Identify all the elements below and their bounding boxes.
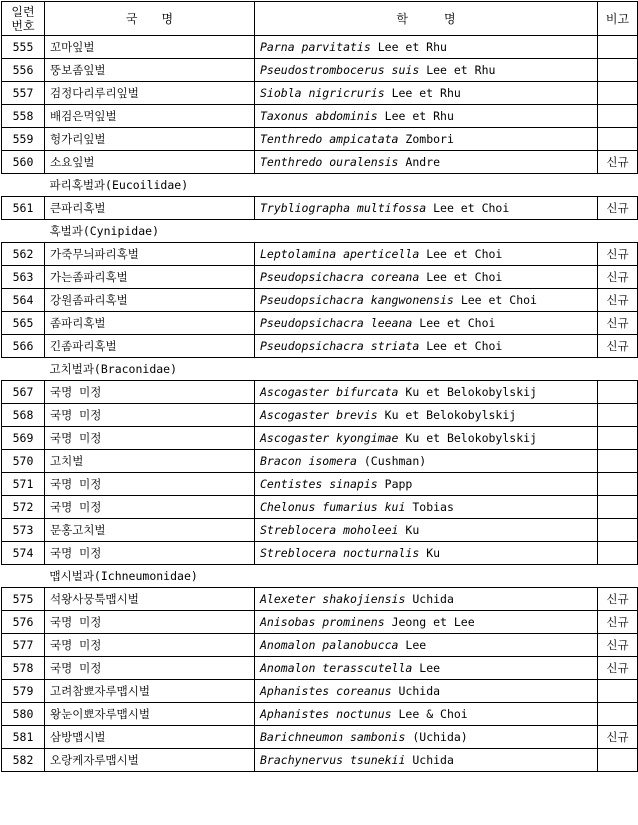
serial-number: 566 [2,335,45,358]
korean-name: 가죽무늬파리혹벌 [45,243,255,266]
table-row [2,634,638,657]
korean-name: 국명 미정 [45,657,255,680]
serial-number: 557 [2,82,45,105]
korean-name: 왕눈이뾰자루맵시벌 [45,703,255,726]
korean-name: 가는좀파리혹벌 [45,266,255,289]
serial-number: 581 [2,726,45,749]
korean-name: 국명 미정 [45,404,255,427]
korean-name: 오랑케자루맵시벌 [45,749,255,772]
table-row [2,588,638,611]
korean-name: 국명 미정 [45,381,255,404]
scientific-name: Pseudopsichacra striata [260,339,420,353]
author-name: Uchida [412,592,454,606]
serial-number: 569 [2,427,45,450]
scientific-name-cell [255,749,598,772]
author-name: Lee et Rhu [426,63,496,77]
family-name: 파리혹벌과(Eucoilidae) [45,174,638,197]
table-row [2,611,638,634]
author-name: Ku [405,523,420,537]
scientific-name-cell [255,335,598,358]
scientific-name-cell [255,680,598,703]
scientific-name: Centistes sinapis [260,477,378,491]
serial-number: 580 [2,703,45,726]
serial-number: 568 [2,404,45,427]
header-scientific-name: 학 명 [255,2,598,36]
korean-name: 배검은먹잎벌 [45,105,255,128]
author-name: Lee et Rhu [391,86,461,100]
scientific-name-cell [255,450,598,473]
family-spacer-cell [2,565,45,588]
author-name: Tobias [412,500,454,514]
author-name: Lee et Choi [460,293,537,307]
korean-name: 고려참뾰자루맵시벌 [45,680,255,703]
scientific-name-cell [255,151,598,174]
scientific-name: Ascogaster bifurcata [260,385,399,399]
scientific-name: Anomalon terasscutella [260,661,413,675]
note-cell [598,36,638,59]
table-row [2,128,638,151]
author-name: Lee & Choi [398,707,468,721]
table-row [2,59,638,82]
scientific-name: Trybliographa multifossa [260,201,427,215]
korean-name: 꼬마잎벌 [45,36,255,59]
korean-name: 소요잎벌 [45,151,255,174]
korean-name: 국명 미정 [45,611,255,634]
scientific-name: Ascogaster brevis [260,408,378,422]
table-row [2,703,638,726]
family-header-row [2,565,638,588]
korean-name: 고치벌 [45,450,255,473]
author-name: Lee [405,638,427,652]
note-cell: 신규 [598,312,638,335]
scientific-name-cell [255,496,598,519]
table-row [2,381,638,404]
author-name: Andre [405,155,441,169]
table-row [2,312,638,335]
scientific-name: Aphanistes coreanus [260,684,392,698]
serial-number: 563 [2,266,45,289]
note-cell [598,82,638,105]
author-name: Lee et Rhu [377,40,447,54]
scientific-name: Aphanistes noctunus [260,707,392,721]
table-row [2,450,638,473]
korean-name: 국명 미정 [45,542,255,565]
scientific-name-cell [255,128,598,151]
serial-number: 561 [2,197,45,220]
species-table [1,1,638,772]
note-cell [598,59,638,82]
scientific-name-cell [255,197,598,220]
family-header-row [2,220,638,243]
note-cell: 신규 [598,151,638,174]
table-row [2,519,638,542]
scientific-name: Tenthredo ampicatata [260,132,399,146]
author-name: Lee et Choi [419,316,496,330]
table-row [2,749,638,772]
scientific-name: Anisobas prominens [260,615,385,629]
table-row [2,105,638,128]
scientific-name: Leptolamina aperticella [260,247,420,261]
korean-name: 국명 미정 [45,427,255,450]
serial-number: 564 [2,289,45,312]
scientific-name: Pseudostrombocerus suis [260,63,420,77]
author-name: Lee et Choi [426,270,503,284]
note-cell [598,450,638,473]
author-name: Lee et Choi [426,339,503,353]
scientific-name-cell [255,82,598,105]
scientific-name: Barichneumon sambonis [260,730,406,744]
scientific-name: Streblocera moholeei [260,523,399,537]
scientific-name-cell [255,703,598,726]
note-cell: 신규 [598,243,638,266]
korean-name: 검정다리루리잎벌 [45,82,255,105]
serial-number: 559 [2,128,45,151]
scientific-name: Taxonus abdominis [260,109,378,123]
korean-name: 석왕사뭉툭맵시벌 [45,588,255,611]
table-header-row [2,2,638,36]
note-cell [598,496,638,519]
scientific-name-cell [255,36,598,59]
serial-number: 562 [2,243,45,266]
scientific-name: Siobla nigricruris [260,86,385,100]
family-header-row [2,174,638,197]
note-cell [598,381,638,404]
serial-number: 576 [2,611,45,634]
table-row [2,266,638,289]
korean-name: 긴좀파리혹벌 [45,335,255,358]
table-row [2,335,638,358]
scientific-name-cell [255,59,598,82]
author-name: Ku et Belokobylskij [405,431,537,445]
note-cell [598,473,638,496]
korean-name: 국명 미정 [45,473,255,496]
note-cell [598,105,638,128]
table-row [2,289,638,312]
author-name: Lee [419,661,441,675]
author-name: Jeong et Lee [391,615,475,629]
note-cell: 신규 [598,266,638,289]
table-row [2,427,638,450]
family-spacer-cell [2,174,45,197]
scientific-name: Pseudopsichacra leeana [260,316,413,330]
serial-number: 573 [2,519,45,542]
scientific-name-cell [255,588,598,611]
table-row [2,496,638,519]
scientific-name: Anomalon palanobucca [260,638,399,652]
author-name: Lee et Choi [426,247,503,261]
note-cell: 신규 [598,197,638,220]
table-row [2,657,638,680]
scientific-name-cell [255,519,598,542]
table-row [2,726,638,749]
table-row [2,473,638,496]
scientific-name: Tenthredo ouralensis [260,155,399,169]
author-name: Lee et Choi [433,201,510,215]
korean-name: 삼방맵시벌 [45,726,255,749]
serial-number: 577 [2,634,45,657]
family-spacer-cell [2,220,45,243]
author-name: Uchida [412,753,454,767]
note-cell [598,680,638,703]
scientific-name-cell [255,312,598,335]
table-row [2,243,638,266]
serial-number: 582 [2,749,45,772]
family-name: 고치벌과(Braconidae) [45,358,638,381]
korean-name: 큰파리혹벌 [45,197,255,220]
author-name: (Cushman) [363,454,427,468]
scientific-name: Alexeter shakojiensis [260,592,406,606]
note-cell: 신규 [598,335,638,358]
table-row [2,404,638,427]
serial-number: 558 [2,105,45,128]
family-name: 혹벌과(Cynipidae) [45,220,638,243]
serial-number: 574 [2,542,45,565]
scientific-name-cell [255,473,598,496]
note-cell [598,427,638,450]
serial-number: 556 [2,59,45,82]
scientific-name-cell [255,657,598,680]
scientific-name-cell [255,611,598,634]
scientific-name: Ascogaster kyongimae [260,431,399,445]
note-cell [598,519,638,542]
scientific-name-cell [255,404,598,427]
table-row [2,151,638,174]
scientific-name-cell [255,381,598,404]
header-serial-number [2,2,45,36]
table-row [2,197,638,220]
author-name: Papp [384,477,413,491]
korean-name: 국명 미정 [45,496,255,519]
note-cell: 신규 [598,634,638,657]
scientific-name: Parna parvitatis [260,40,371,54]
scientific-name-cell [255,427,598,450]
scientific-name-cell [255,726,598,749]
korean-name: 문홍고치벌 [45,519,255,542]
note-cell [598,703,638,726]
author-name: Ku et Belokobylskij [405,385,537,399]
table-row [2,36,638,59]
scientific-name-cell [255,266,598,289]
serial-number: 579 [2,680,45,703]
note-cell: 신규 [598,611,638,634]
header-korean-name: 국 명 [45,2,255,36]
author-name: Lee et Rhu [384,109,454,123]
table-row [2,542,638,565]
korean-name: 국명 미정 [45,634,255,657]
author-name: (Uchida) [412,730,468,744]
serial-number: 570 [2,450,45,473]
serial-number: 565 [2,312,45,335]
note-cell: 신규 [598,588,638,611]
scientific-name: Pseudopsichacra coreana [260,270,420,284]
table-row [2,680,638,703]
author-name: Ku [426,546,441,560]
table-row [2,82,638,105]
serial-number: 567 [2,381,45,404]
korean-name: 헝가리잎벌 [45,128,255,151]
korean-name: 좀파리혹벌 [45,312,255,335]
serial-number: 560 [2,151,45,174]
serial-number: 575 [2,588,45,611]
scientific-name: Streblocera nocturnalis [260,546,420,560]
note-cell [598,749,638,772]
serial-number: 555 [2,36,45,59]
family-spacer-cell [2,358,45,381]
author-name: Ku et Belokobylskij [384,408,517,422]
table-body [2,36,638,772]
scientific-name-cell [255,634,598,657]
note-cell: 신규 [598,289,638,312]
note-cell [598,542,638,565]
author-name: Uchida [398,684,441,698]
author-name: Zombori [405,132,454,146]
korean-name: 강원좀파리혹벌 [45,289,255,312]
note-cell: 신규 [598,657,638,680]
korean-name: 뚱보좀잎벌 [45,59,255,82]
scientific-name-cell [255,289,598,312]
scientific-name-cell [255,243,598,266]
serial-number: 571 [2,473,45,496]
family-header-row [2,358,638,381]
scientific-name-cell [255,542,598,565]
scientific-name-cell [255,105,598,128]
scientific-name: Chelonus fumarius kui [260,500,406,514]
note-cell [598,404,638,427]
note-cell: 신규 [598,726,638,749]
serial-number: 572 [2,496,45,519]
note-cell [598,128,638,151]
scientific-name: Bracon isomera [260,454,357,468]
header-note: 비고 [598,2,638,36]
serial-number: 578 [2,657,45,680]
family-name: 맵시벌과(Ichneumonidae) [45,565,638,588]
scientific-name: Pseudopsichacra kangwonensis [260,293,454,307]
header-serial-text: 일련 번호 [11,4,35,33]
scientific-name: Brachynervus tsunekii [260,753,406,767]
